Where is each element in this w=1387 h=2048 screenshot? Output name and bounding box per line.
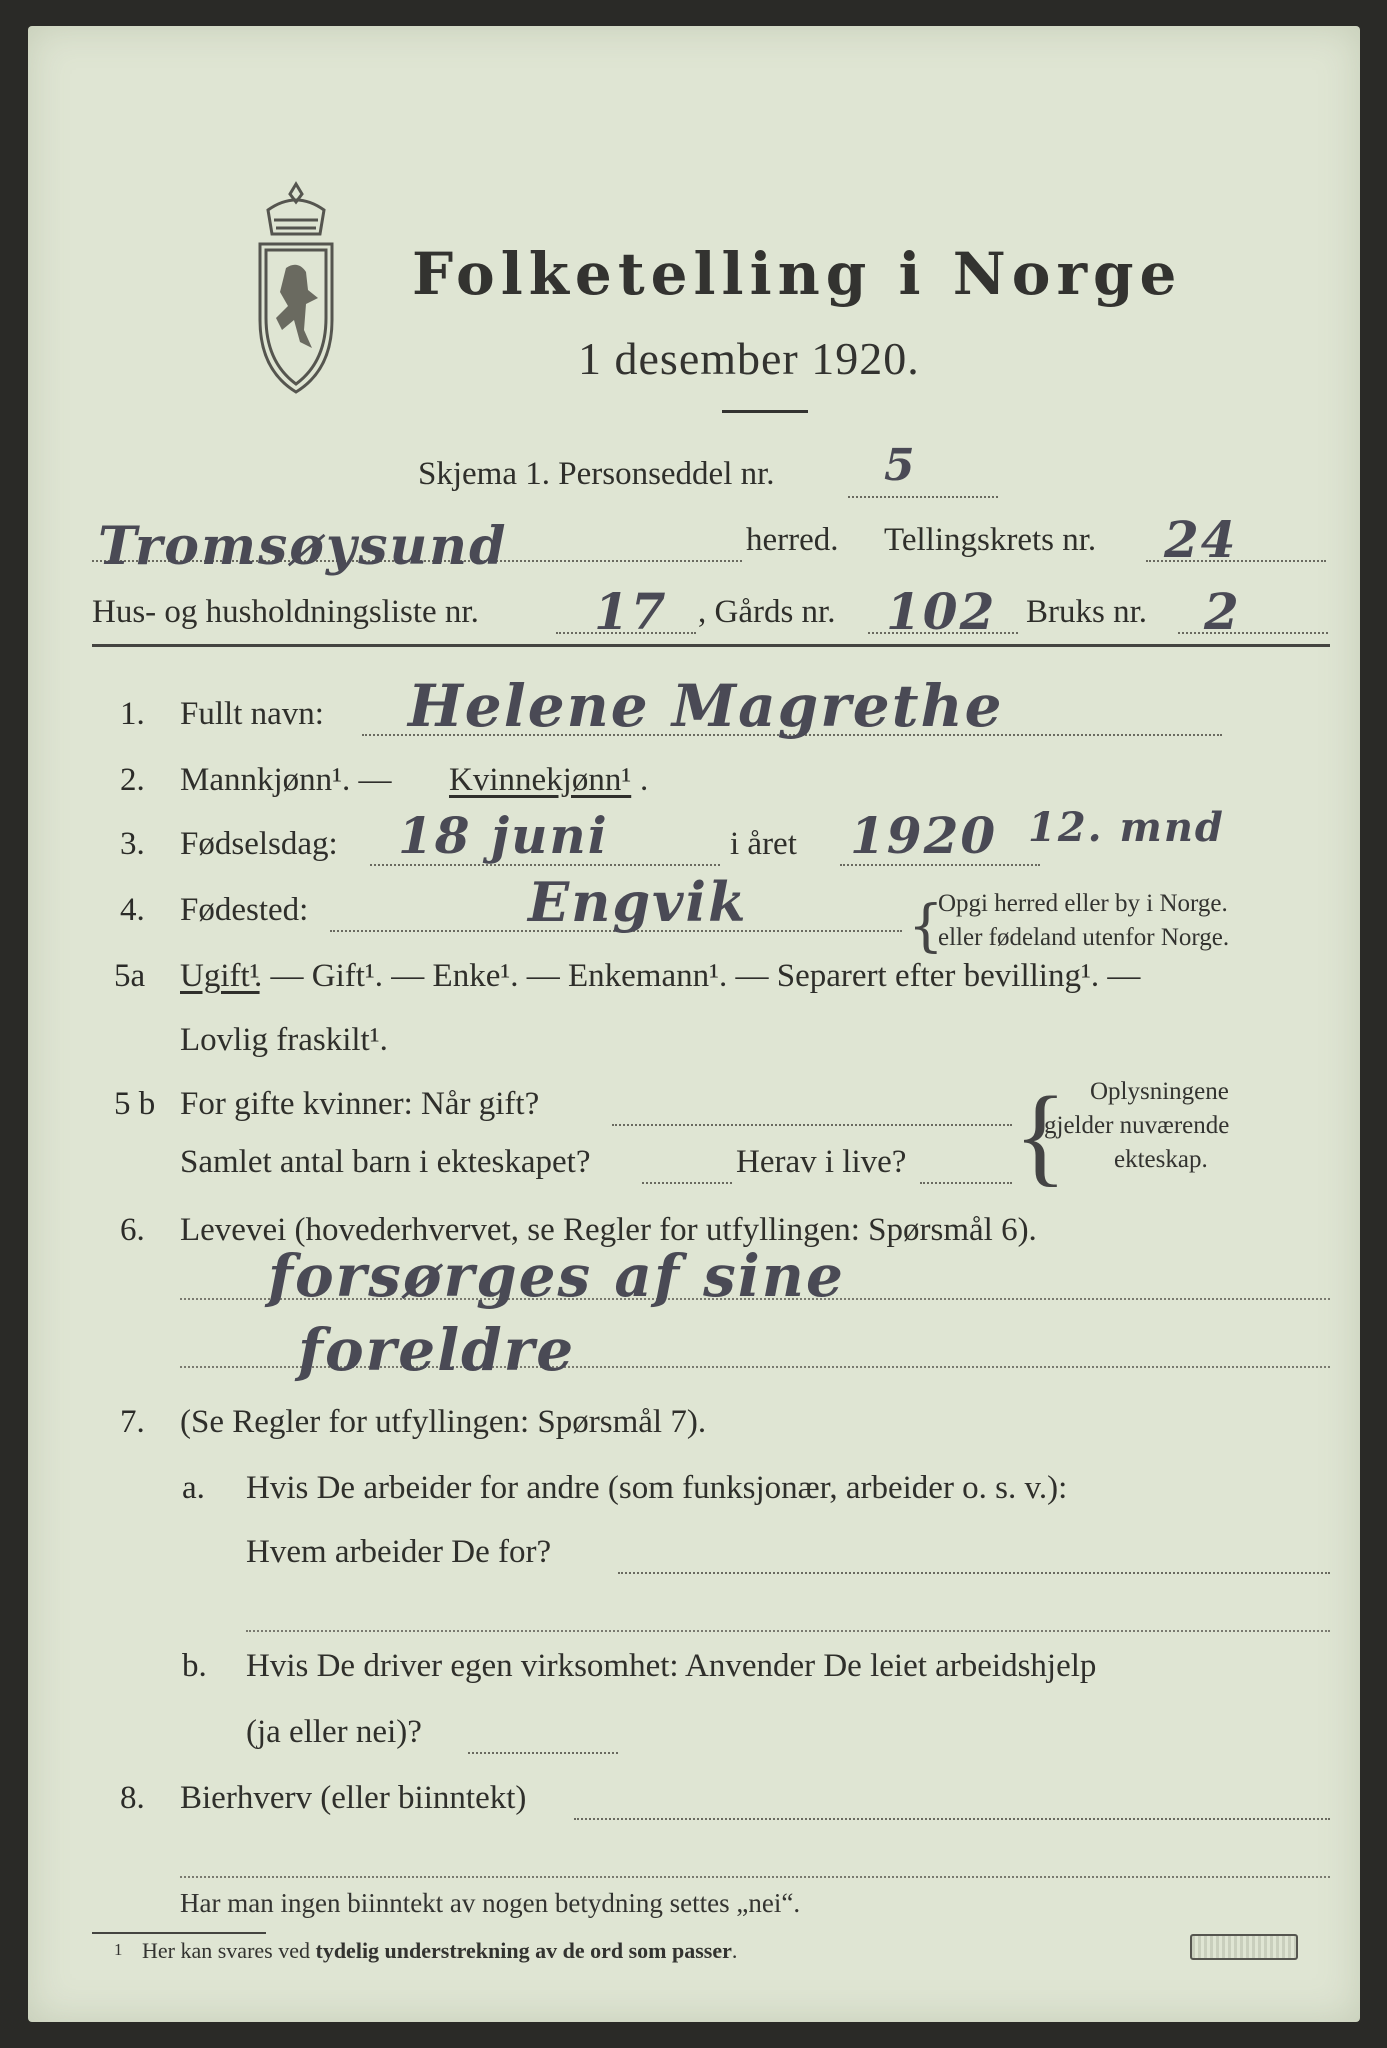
arbeidsgiver-label: Hvem arbeider De for? <box>246 1534 552 1570</box>
schema-label: Skjema 1. Personseddel nr. <box>418 456 775 492</box>
header-separator <box>92 644 1330 647</box>
levevei-value-2: foreldre <box>298 1316 576 1384</box>
ugift-option: Ugift¹ <box>180 958 260 994</box>
herred-label: herred. <box>746 522 839 558</box>
q7a-number: a. <box>182 1470 205 1506</box>
q6-number: 6. <box>120 1212 145 1248</box>
levevei-label: Levevei (hovederhvervet, se Regler for utfyllingen: Spørsmål 6). <box>180 1212 1037 1248</box>
mannkjonn-option: Mannkjønn¹. — <box>180 762 392 798</box>
herred-value: Tromsøysund <box>98 516 508 577</box>
q7a-label: Hvis De arbeider for andre (som funksjonær, arbeider o. s. v.): <box>246 1470 1068 1506</box>
fodested-label: Fødested: <box>180 892 309 928</box>
sivilstand-options: . — Gift¹. — Enke¹. — Enkemann¹. — Separert efter bevilling¹. — <box>254 958 1141 994</box>
hus-value: 17 <box>594 582 668 641</box>
nar-gift-label: For gifte kvinner: Når gift? <box>180 1086 540 1122</box>
ja-nei-dots <box>468 1752 618 1754</box>
footnote-text <box>142 1938 737 1964</box>
fodested-value: Engvik <box>528 870 748 934</box>
form-title: Folketelling i Norge <box>412 240 1183 308</box>
bierhverv-line-2 <box>180 1876 1330 1878</box>
kvinnekjonn-option: Kvinnekjønn¹ <box>449 762 632 798</box>
footnote-bold: tydelig understrekning av de ord som passer <box>315 1938 732 1963</box>
q5b-number: 5 b <box>114 1086 156 1122</box>
title-divider <box>722 410 808 413</box>
fullt-navn-label: Fullt navn: <box>180 696 324 732</box>
ja-nei-label: (ja eller nei)? <box>246 1714 422 1750</box>
antal-barn-dots <box>642 1182 732 1184</box>
fodselsdag-value: 18 juni <box>398 806 609 865</box>
antal-barn-label: Samlet antal barn i ekteskapet? <box>180 1144 591 1180</box>
q7b-label: Hvis De driver egen virksomhet: Anvender De leiet arbeidshjelp <box>246 1648 1097 1684</box>
q7b-number: b. <box>182 1648 207 1684</box>
fullt-navn-value: Helene Magrethe <box>408 672 1004 740</box>
personseddel-number: 5 <box>884 440 917 491</box>
herav-dots <box>920 1182 1012 1184</box>
gard-label: , Gårds nr. <box>698 594 836 630</box>
tellingskrets-value: 24 <box>1164 510 1238 569</box>
bierhverv-note: Har man ingen biinntekt av nogen betydning settes „nei“. <box>180 1888 801 1918</box>
bruk-dots <box>1178 632 1328 634</box>
bruk-label: Bruks nr. <box>1026 594 1148 630</box>
i-aret-label: i året <box>730 826 797 862</box>
tellingskrets-label: Tellingskrets nr. <box>884 522 1097 558</box>
q3-number: 3. <box>120 826 145 862</box>
q1-number: 1. <box>120 696 145 732</box>
ekteskap-note-3: ekteskap. <box>1114 1146 1208 1173</box>
arbeidsgiver-line-2 <box>246 1630 1330 1632</box>
schema-dots <box>848 496 998 498</box>
ekteskap-note-1: Oplysningene <box>1090 1078 1229 1105</box>
footnote-pre: Her kan svares ved <box>142 1938 316 1963</box>
herav-i-live-label: Herav i live? <box>736 1144 907 1180</box>
q7-label: (Se Regler for utfyllingen: Spørsmål 7). <box>180 1404 707 1440</box>
q2-end: . <box>640 762 649 798</box>
bruk-value: 2 <box>1204 582 1241 641</box>
footnote-mark: 1 <box>114 1940 123 1959</box>
gard-value: 102 <box>886 582 997 641</box>
fodselsdag-label: Fødselsdag: <box>180 826 338 862</box>
bierhverv-label: Bierhverv (eller biinntekt) <box>180 1780 527 1816</box>
q8-number: 8. <box>120 1780 145 1816</box>
fodested-hint-1: Opgi herred eller by i Norge. <box>938 890 1228 917</box>
footnote-post: . <box>731 1938 738 1963</box>
ekteskap-note-2: gjelder nuværende <box>1044 1112 1230 1139</box>
fodested-brace: { <box>908 894 944 959</box>
lovlig-fraskilt-option: Lovlig fraskilt¹. <box>180 1022 388 1058</box>
hus-label: Hus- og husholdningsliste nr. <box>92 594 479 630</box>
birth-year-value: 1920 <box>850 806 998 865</box>
q4-number: 4. <box>120 892 145 928</box>
q5a-number: 5a <box>114 958 146 994</box>
age-note: 12. mnd <box>1028 804 1225 851</box>
ekteskap-brace: { <box>1014 1074 1067 1196</box>
q2-number: 2. <box>120 762 145 798</box>
nar-gift-dots <box>612 1124 1012 1126</box>
printer-stamp <box>1190 1934 1298 1960</box>
fodested-hint-2: eller fødeland utenfor Norge. <box>938 924 1230 951</box>
q7-number: 7. <box>120 1404 145 1440</box>
levevei-value-1: forsørges af sine <box>268 1242 845 1310</box>
bierhverv-dots <box>574 1818 1330 1820</box>
footnote-rule <box>92 1932 266 1934</box>
coat-of-arms-icon <box>246 180 346 400</box>
census-form <box>28 26 1360 2022</box>
form-date: 1 desember 1920. <box>578 333 920 384</box>
arbeidsgiver-dots <box>618 1572 1330 1574</box>
